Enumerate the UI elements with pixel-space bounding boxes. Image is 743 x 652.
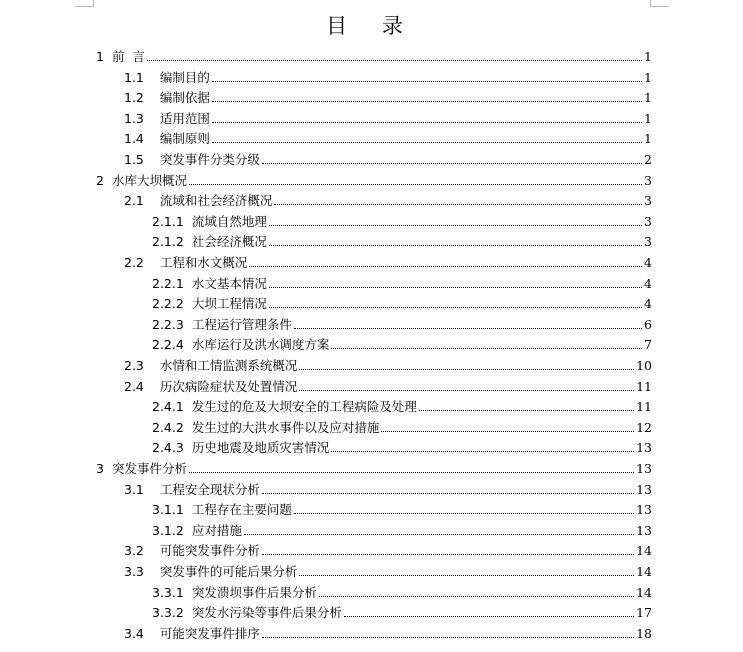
- toc-entry-page-number: 13: [636, 461, 652, 476]
- toc-dot-leader: [381, 431, 634, 432]
- toc-entry-label: 编制依据: [159, 90, 210, 106]
- toc-entry-label: 历次病险症状及处置情况: [159, 378, 298, 394]
- toc-entry-number: 2.1.2: [152, 234, 184, 250]
- toc-entry-page-number: 10: [636, 358, 652, 373]
- toc-entry-number: 3.2: [124, 543, 144, 559]
- toc-entry-label: 流域自然地理: [191, 213, 267, 229]
- toc-entry[interactable]: [124, 560, 652, 580]
- toc-entry-label: 水库大坝概况: [111, 172, 187, 188]
- toc-dot-leader: [344, 616, 634, 617]
- toc-entry-number: 2.3: [124, 358, 144, 373]
- toc-entry[interactable]: [124, 539, 652, 559]
- toc-entry-page-number: 3: [644, 234, 652, 250]
- toc-entry-label: 编制目的: [159, 69, 210, 85]
- toc-entry-number: 1.1: [124, 69, 144, 85]
- toc-entry-label: 可能突发事件分析: [159, 543, 260, 559]
- toc-dot-leader: [262, 554, 634, 555]
- toc-entry[interactable]: [124, 478, 652, 498]
- toc-entry[interactable]: [124, 107, 652, 127]
- toc-entry[interactable]: [96, 457, 652, 477]
- toc-entry-page-number: 6: [644, 316, 652, 332]
- toc-dot-leader: [299, 390, 634, 391]
- toc-entry-page-number: 4: [644, 275, 652, 291]
- toc-entry-number: 2.2.3: [152, 316, 184, 332]
- toc-entry-label: 突发事件分析: [111, 461, 187, 476]
- toc-entry-number: 2.1.1: [152, 213, 184, 229]
- toc-entry[interactable]: [96, 45, 652, 65]
- toc-entry[interactable]: [152, 519, 652, 539]
- toc-entry-number: 1.5: [124, 152, 144, 167]
- toc-dot-leader: [189, 184, 642, 185]
- toc-entry-page-number: 4: [644, 255, 652, 270]
- toc-entry[interactable]: [124, 86, 652, 106]
- toc-entry-page-number: 11: [636, 378, 652, 394]
- toc-entry-page-number: 2: [644, 152, 652, 167]
- toc-entry-number: 1: [96, 49, 104, 64]
- toc-dot-leader: [244, 534, 634, 535]
- toc-dot-leader: [249, 266, 642, 267]
- toc-entry-label: 编制原则: [159, 131, 210, 147]
- toc-entry-page-number: 1: [644, 131, 652, 147]
- toc-entry[interactable]: [152, 581, 652, 601]
- toc-entry-number: 1.3: [124, 110, 144, 126]
- toc-dot-leader: [189, 472, 634, 473]
- toc-entry[interactable]: [152, 313, 652, 333]
- toc-entry-page-number: 18: [636, 625, 652, 641]
- toc-dot-leader: [331, 348, 642, 349]
- toc-dot-leader: [212, 101, 642, 102]
- toc-entry-number: 2.2.1: [152, 275, 184, 291]
- toc-entry-number: 2.2.4: [152, 337, 184, 353]
- toc-entry[interactable]: [124, 127, 652, 147]
- toc-entry-page-number: 13: [636, 522, 652, 538]
- toc-entry-label: 工程和水文概况: [159, 255, 248, 270]
- toc-dot-leader: [212, 81, 642, 82]
- toc-dot-leader: [299, 369, 634, 370]
- toc-entry[interactable]: [124, 622, 652, 642]
- toc-entry-page-number: 12: [636, 419, 652, 435]
- toc-entry[interactable]: [124, 148, 652, 168]
- toc-entry-label: 水库运行及洪水调度方案: [191, 337, 330, 353]
- toc-dot-leader: [212, 142, 642, 143]
- toc-entry-label: 社会经济概况: [191, 234, 267, 250]
- toc-entry-label: 历史地震及地质灾害情况: [191, 440, 330, 456]
- toc-entry-page-number: 3: [644, 193, 652, 209]
- toc-entry-number: 3.3.2: [152, 605, 184, 621]
- toc-entry-number: 1.2: [124, 90, 144, 106]
- toc-entry-number: 3.1.1: [152, 502, 184, 518]
- toc-entry-page-number: 11: [636, 399, 652, 415]
- toc-entry-label: 流域和社会经济概况: [159, 193, 273, 209]
- toc-entry-label: 前 言: [111, 49, 145, 64]
- toc-entry-label: 发生过的大洪水事件以及应对措施: [191, 419, 380, 435]
- page-corner-mark-left: [75, 0, 94, 7]
- toc-entry[interactable]: [152, 601, 652, 621]
- toc-entry[interactable]: [124, 251, 652, 271]
- toc-entry-number: 3.3.1: [152, 584, 184, 600]
- toc-entry-number: 1.4: [124, 131, 144, 147]
- toc-dot-leader: [262, 163, 642, 164]
- toc-entry-label: 突发事件的可能后果分析: [159, 564, 298, 579]
- toc-dot-leader: [269, 307, 642, 308]
- toc-entry-label: 工程安全现状分析: [159, 481, 260, 497]
- toc-entry-number: 2.4.1: [152, 399, 184, 415]
- toc-entry-number: 2.1: [124, 193, 144, 209]
- toc-entry-label: 适用范围: [159, 110, 210, 126]
- toc-entry[interactable]: [152, 210, 652, 230]
- toc-entry-page-number: 1: [644, 49, 652, 64]
- toc-entry-page-number: 3: [644, 213, 652, 229]
- toc-entry-page-number: 1: [644, 69, 652, 85]
- toc-dot-leader: [294, 328, 642, 329]
- toc-dot-leader: [319, 596, 634, 597]
- toc-dot-leader: [147, 60, 642, 61]
- toc-entry[interactable]: [152, 272, 652, 292]
- toc-entry-page-number: 13: [636, 481, 652, 497]
- toc-entry-page-number: 3: [644, 172, 652, 188]
- toc-entry[interactable]: [152, 416, 652, 436]
- toc-entry[interactable]: [152, 395, 652, 415]
- toc-entry-label: 工程存在主要问题: [191, 502, 292, 518]
- toc-dot-leader: [299, 575, 634, 576]
- toc-entry-page-number: 17: [636, 605, 652, 621]
- toc-entry-number: 3.1: [124, 481, 144, 497]
- toc-dot-leader: [269, 225, 642, 226]
- toc-entry[interactable]: [124, 66, 652, 86]
- toc-entry-number: 2.4: [124, 378, 144, 394]
- toc-entry-number: 2.4.2: [152, 419, 184, 435]
- toc-entry-page-number: 13: [636, 502, 652, 518]
- toc-entry-page-number: 14: [636, 543, 652, 559]
- toc-entry[interactable]: [152, 436, 652, 456]
- toc-entry-page-number: 14: [636, 564, 652, 579]
- toc-entry-label: 应对措施: [191, 522, 242, 538]
- toc-dot-leader: [294, 513, 634, 514]
- toc-entry-page-number: 1: [644, 110, 652, 126]
- toc-dot-leader: [262, 493, 634, 494]
- toc-dot-leader: [269, 245, 642, 246]
- page-corner-mark-right: [650, 0, 669, 7]
- toc-entry-label: 大坝工程情况: [191, 296, 267, 312]
- toc-entry[interactable]: [124, 375, 652, 395]
- toc-entry-number: 2.4.3: [152, 440, 184, 456]
- toc-entry-label: 水情和工情监测系统概况: [159, 358, 298, 373]
- toc-entry-number: 3.3: [124, 564, 144, 579]
- toc-entry[interactable]: [152, 498, 652, 518]
- toc-entry-number: 2.2: [124, 255, 144, 270]
- toc-entry-page-number: 1: [644, 90, 652, 106]
- toc-entry-page-number: 4: [644, 296, 652, 312]
- toc-entry[interactable]: [124, 354, 652, 374]
- toc-entry-page-number: 14: [636, 584, 652, 600]
- toc-entry-label: 工程运行管理条件: [191, 316, 292, 332]
- toc-entry-label: 突发事件分类分级: [159, 152, 260, 167]
- toc-dot-leader: [274, 204, 642, 205]
- toc-entry-page-number: 7: [644, 337, 652, 353]
- toc-entry[interactable]: [152, 292, 652, 312]
- toc-entry-number: 2: [96, 172, 104, 188]
- toc-entry[interactable]: [96, 169, 652, 189]
- toc-entry-label: 突发水污染等事件后果分析: [191, 605, 342, 621]
- toc-entry-label: 水文基本情况: [191, 275, 267, 291]
- toc-entry-label: 突发溃坝事件后果分析: [191, 584, 317, 600]
- toc-entry-label: 发生过的危及大坝安全的工程病险及处理: [191, 399, 417, 415]
- toc-title: 目 录: [326, 14, 417, 38]
- toc-entry-number: 3.4: [124, 625, 144, 641]
- toc-dot-leader: [262, 637, 634, 638]
- toc-dot-leader: [419, 410, 634, 411]
- toc-entry-page-number: 13: [636, 440, 652, 456]
- toc-entry-number: 3.1.2: [152, 522, 184, 538]
- toc-entry[interactable]: [152, 230, 652, 250]
- toc-entry-number: 2.2.2: [152, 296, 184, 312]
- toc-entry[interactable]: [152, 333, 652, 353]
- toc-dot-leader: [212, 122, 642, 123]
- toc-entry[interactable]: [124, 189, 652, 209]
- toc-entry-label: 可能突发事件排序: [159, 625, 260, 641]
- toc-entry-number: 3: [96, 461, 104, 476]
- toc-dot-leader: [269, 287, 642, 288]
- toc-dot-leader: [331, 451, 634, 452]
